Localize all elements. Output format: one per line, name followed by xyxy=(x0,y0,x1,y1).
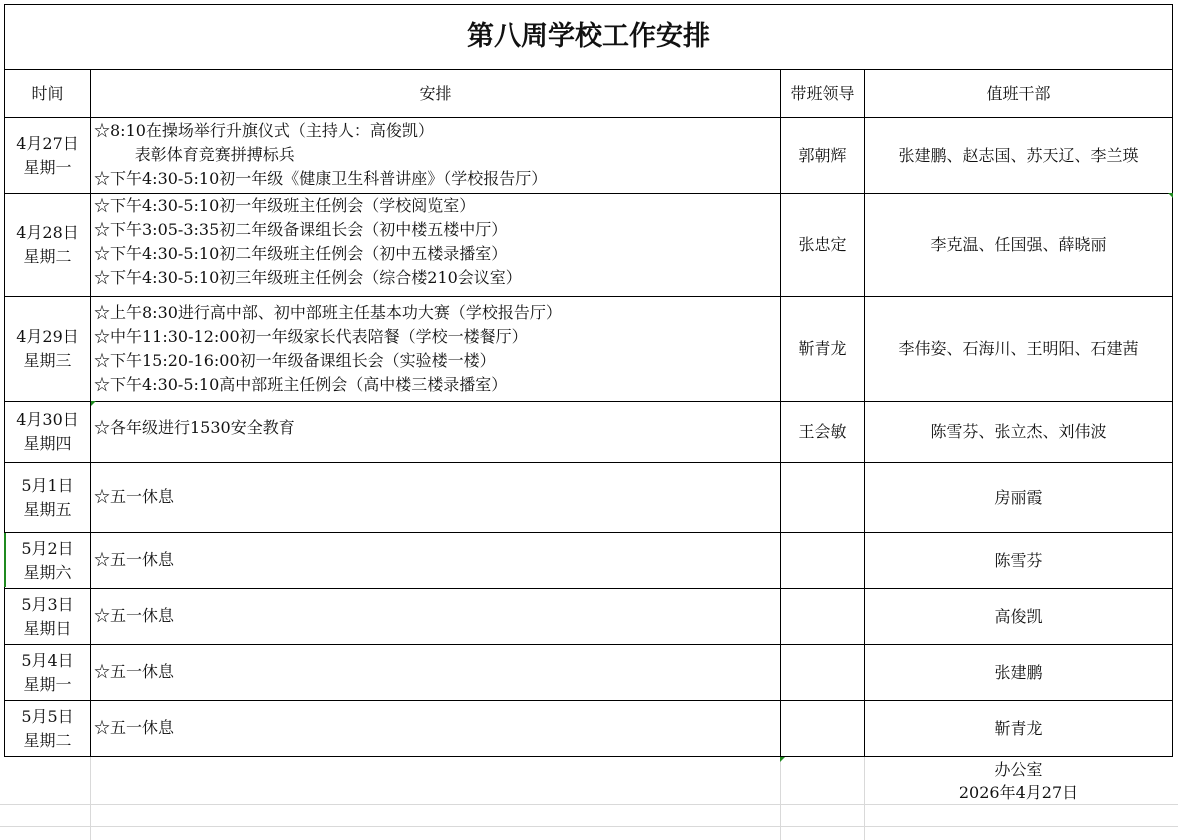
date-cell[interactable] xyxy=(5,463,90,532)
footer-date: 2026年4月27日 xyxy=(958,783,1079,802)
arrangement-cell[interactable] xyxy=(91,701,780,756)
arrangement-cell[interactable] xyxy=(91,589,780,644)
leader-cell[interactable] xyxy=(781,589,864,644)
duty-cell[interactable]: 陈雪芬 xyxy=(994,550,1043,570)
duty-cell[interactable]: 李伟姿、石海川、王明阳、石建茜 xyxy=(898,339,1139,358)
arrangement-line: ☆下午4:30-5:10初一年级班主任例会（学校阅览室） xyxy=(94,196,476,215)
leader-cell[interactable] xyxy=(781,701,864,756)
arrangement-line: ☆中午11:30-12:00初一年级家长代表陪餐（学校一楼餐厅） xyxy=(94,327,528,346)
header-time: 时间 xyxy=(31,83,64,103)
date-cell[interactable] xyxy=(5,297,90,401)
arrangement-cell[interactable] xyxy=(91,297,780,401)
duty-cell[interactable]: 陈雪芬、张立杰、刘伟波 xyxy=(930,422,1107,441)
arrangement-line: 表彰体育竞赛拼搏标兵 xyxy=(94,145,295,164)
weekday-label: 星期六 xyxy=(23,562,72,582)
arrangement-line: ☆五一休息 xyxy=(94,662,175,681)
duty-cell[interactable]: 张建鹏 xyxy=(994,662,1043,682)
leader-cell[interactable]: 靳青龙 xyxy=(798,339,847,358)
date-cell[interactable] xyxy=(5,533,90,588)
duty-cell[interactable]: 房丽霞 xyxy=(994,487,1043,507)
arrangement-line: ☆五一休息 xyxy=(94,487,175,506)
gridline xyxy=(780,757,781,840)
arrangement-line: ☆下午15:20-16:00初一年级备课组长会（实验楼一楼） xyxy=(94,351,496,370)
arrangement-line: ☆下午3:05-3:35初二年级备课组长会（初中楼五楼中厅） xyxy=(94,220,508,239)
arrangement-cell[interactable] xyxy=(91,194,780,296)
leader-cell[interactable]: 郭朝辉 xyxy=(798,145,847,165)
header-arrangement: 安排 xyxy=(419,83,452,103)
duty-cell[interactable]: 张建鹏、赵志国、苏天辽、李兰瑛 xyxy=(898,145,1139,165)
date-cell[interactable] xyxy=(5,118,90,193)
date-cell[interactable] xyxy=(5,402,90,462)
arrangement-line: ☆五一休息 xyxy=(94,550,175,569)
leader-cell[interactable]: 王会敏 xyxy=(798,422,847,441)
arrangement-cell[interactable] xyxy=(91,463,780,532)
arrangement-cell[interactable] xyxy=(91,533,780,588)
weekday-label: 星期二 xyxy=(23,247,72,266)
arrangement-cell[interactable] xyxy=(91,645,780,700)
leader-cell[interactable]: 张忠定 xyxy=(798,235,847,254)
arrangement-line: ☆下午4:30-5:10初一年级《健康卫生科普讲座》（学校报告厅） xyxy=(94,169,548,188)
date-cell[interactable] xyxy=(5,589,90,644)
date-label: 4月29日 xyxy=(16,327,79,346)
duty-cell[interactable]: 高俊凯 xyxy=(994,606,1043,626)
arrangement-cell[interactable] xyxy=(91,118,780,193)
duty-cell[interactable]: 靳青龙 xyxy=(994,718,1043,738)
date-label: 5月2日 xyxy=(21,538,74,558)
date-label: 5月1日 xyxy=(21,475,74,495)
date-cell[interactable] xyxy=(5,645,90,700)
leader-cell[interactable] xyxy=(781,533,864,588)
arrangement-line: ☆五一休息 xyxy=(94,718,175,737)
date-label: 5月5日 xyxy=(21,706,74,726)
weekday-label: 星期一 xyxy=(23,674,72,694)
header-leader: 带班领导 xyxy=(790,83,855,103)
gridline xyxy=(0,826,1178,827)
duty-cell[interactable]: 李克温、任国强、薛晓丽 xyxy=(930,235,1107,254)
weekday-label: 星期四 xyxy=(23,434,72,453)
date-label: 5月4日 xyxy=(21,650,74,670)
page-title: 第八周学校工作安排 xyxy=(467,21,710,52)
weekday-label: 星期二 xyxy=(23,730,72,750)
leader-cell[interactable] xyxy=(781,463,864,532)
date-cell[interactable] xyxy=(5,701,90,756)
border xyxy=(4,756,1173,757)
weekday-label: 星期日 xyxy=(23,618,72,638)
comment-marker xyxy=(780,757,785,762)
arrangement-line: ☆下午4:30-5:10高中部班主任例会（高中楼三楼录播室） xyxy=(94,375,508,394)
date-cell[interactable] xyxy=(5,194,90,296)
arrangement-line: ☆上午8:30进行高中部、初中部班主任基本功大赛（学校报告厅） xyxy=(94,303,562,322)
arrangement-cell[interactable] xyxy=(91,402,780,462)
date-label: 4月27日 xyxy=(16,133,79,153)
border xyxy=(1172,4,1173,757)
date-label: 4月28日 xyxy=(16,223,79,242)
gridline xyxy=(90,757,91,840)
arrangement-line: ☆各年级进行1530安全教育 xyxy=(94,418,295,437)
weekday-label: 星期一 xyxy=(23,157,72,177)
arrangement-line: ☆五一休息 xyxy=(94,606,175,625)
weekday-label: 星期三 xyxy=(23,351,72,370)
arrangement-line: ☆下午4:30-5:10初三年级班主任例会（综合楼210会议室） xyxy=(94,268,522,287)
date-label: 5月3日 xyxy=(21,594,74,614)
footer-office: 办公室 xyxy=(994,760,1043,779)
date-label: 4月30日 xyxy=(16,410,79,429)
header-duty: 值班干部 xyxy=(986,83,1051,103)
leader-cell[interactable] xyxy=(781,645,864,700)
arrangement-line: ☆8:10在操场举行升旗仪式（主持人：高俊凯） xyxy=(94,121,434,140)
weekday-label: 星期五 xyxy=(23,499,72,519)
arrangement-line: ☆下午4:30-5:10初二年级班主任例会（初中五楼录播室） xyxy=(94,244,508,263)
